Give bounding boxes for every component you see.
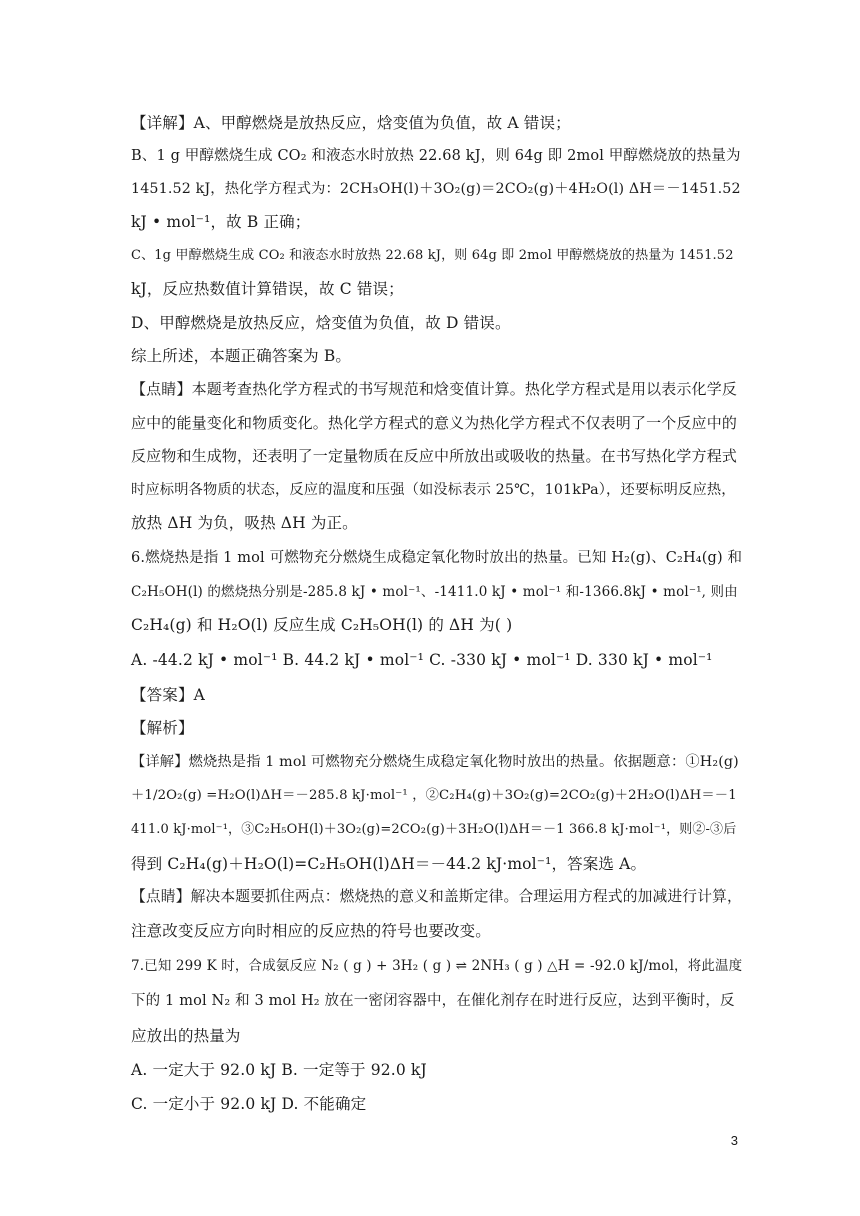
text-line: ＋1/2O₂(g) =H₂O(l)ΔH＝－285.8 kJ·mol⁻¹ ，②C₂H₄(g)＋3O₂(g)=2CO₂(g)＋2H₂O(l)ΔH＝－1 [131,788,737,803]
text-line: 应中的能量变化和物质变化。热化学方程式的意义为热化学方程式不仅表明了一个反应中的 [131,414,738,432]
text-line: kJ，反应热数值计算错误，故 C 错误； [131,280,404,298]
text-line: 得到 C₂H₄(g)＋H₂O(l)=C₂H₅OH(l)ΔH＝－44.2 kJ·mol⁻¹，答案选 A。 [131,855,647,873]
text-line: D、甲醇燃烧是放热反应，焓变值为负值，故 D 错误。 [131,314,511,332]
text-line: 【详解】A、甲醇燃烧是放热反应，焓变值为负值，故 A 错误； [131,114,571,132]
text-line: C、1g 甲醇燃烧生成 CO₂ 和液态水时放热 22.68 kJ，则 64g 即 2mol 甲醇燃烧放的热量为 1451.52 [131,248,734,263]
analysis-label: 【解析】 [131,719,194,737]
text-line: 下的 1 mol N₂ 和 3 mol H₂ 放在一密闭容器中，在催化剂存在时进行反应，达到平衡时，反 [131,993,735,1009]
options-line: A. 一定大于 92.0 kJ B. 一定等于 92.0 kJ [131,1061,427,1079]
text-line: 【点睛】解决本题要抓住两点：燃烧热的意义和盖斯定律。合理运用方程式的加减进行计算， [131,888,742,905]
question-6-text: 6.燃烧热是指 1 mol 可燃物充分燃烧生成稳定氧化物时放出的热量。已知 H₂(g)、C₂H₄(g) 和 [131,550,743,566]
text-line: 注意改变反应方向时相应的反应热的符号也要改变。 [131,922,491,940]
text-line: C₂H₄(g) 和 H₂O(l) 反应生成 C₂H₅OH(l) 的 ΔH 为( ) [131,616,513,634]
text-line: 【点睛】本题考查热化学方程式的书写规范和焓变值计算。热化学方程式是用以表示化学反 [131,380,738,398]
text-line: 411.0 kJ·mol⁻¹，③C₂H₅OH(l)＋3O₂(g)=2CO₂(g)＋3H₂O(l)ΔH＝－1 366.8 kJ·mol⁻¹，则②-③后 [131,822,737,837]
question-7-text: 7.已知 299 K 时，合成氨反应 N₂ ( g ) + 3H₂ ( g ) ⇌ 2NH₃ ( g ) △H = -92.0 kJ/mol，将此温度 [131,958,743,974]
page-number: 3 [730,1133,738,1148]
text-line: kJ • mol⁻¹，故 B 正确； [131,213,311,231]
text-line: 时应标明各物质的状态，反应的温度和压强（如没标表示 25℃，101kPa），还要标明反应热， [131,482,736,498]
text-line: 【详解】燃烧热是指 1 mol 可燃物充分燃烧生成稳定氧化物时放出的热量。依据题意：①H₂(g) [131,754,739,770]
text-line: 放热 ΔH 为负，吸热 ΔH 为正。 [131,514,358,532]
text-line: 应放出的热量为 [131,1027,241,1045]
text-line: 反应物和生成物，还表明了一定量物质在反应中所放出或吸收的热量。在书写热化学方程式 [131,447,738,465]
options-line: C. 一定小于 92.0 kJ D. 不能确定 [131,1095,367,1113]
options-line: A. -44.2 kJ • mol⁻¹ B. 44.2 kJ • mol⁻¹ C. -330 kJ • mol⁻¹ D. 330 kJ • mol⁻¹ [131,651,713,669]
answer-label: 【答案】A [131,686,205,704]
text-line: C₂H₅OH(l) 的燃烧热分别是-285.8 kJ • mol⁻¹、-1411.0 kJ • mol⁻¹ 和-1366.8kJ • mol⁻¹, 则由 [131,584,738,600]
text-line: 综上所述，本题正确答案为 B。 [131,347,352,365]
text-line: 1451.52 kJ，热化学方程式为：2CH₃OH(l)＋3O₂(g)＝2CO₂(g)＋4H₂O(l) ΔH＝－1451.52 [131,181,741,197]
text-line: B、1 g 甲醇燃烧生成 CO₂ 和液态水时放热 22.68 kJ，则 64g 即 2mol 甲醇燃烧放的热量为 [131,148,741,164]
